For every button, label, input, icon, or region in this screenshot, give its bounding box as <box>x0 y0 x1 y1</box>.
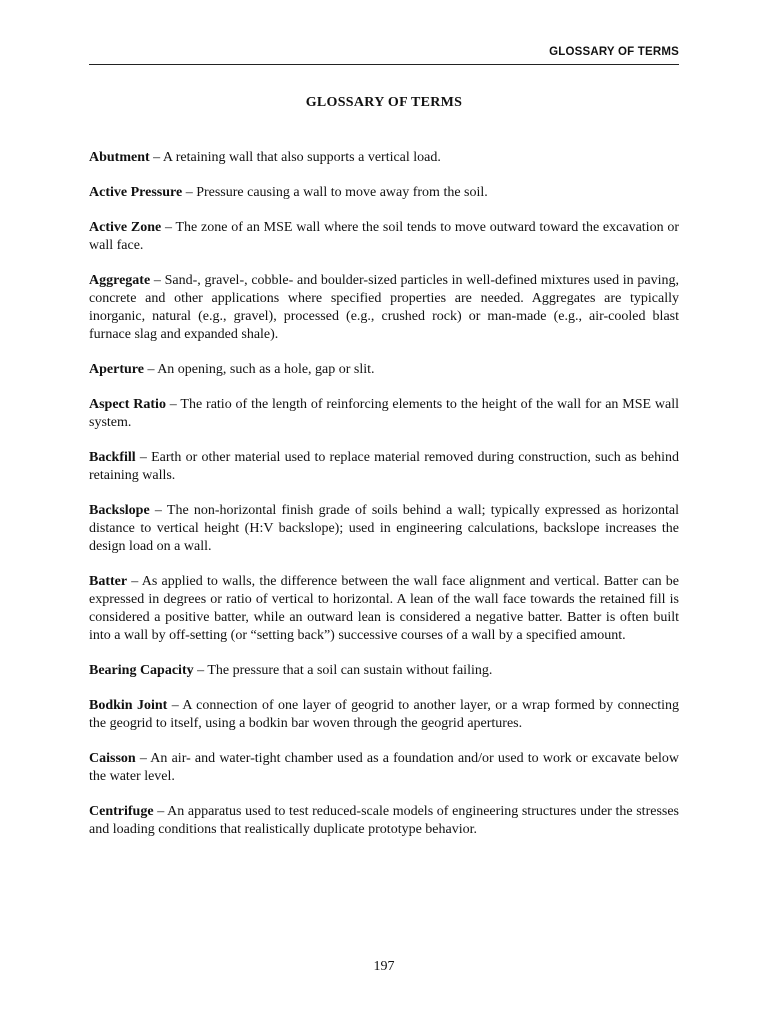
glossary-definition: An opening, such as a hole, gap or slit. <box>157 362 375 377</box>
glossary-term: Aggregate <box>89 273 151 288</box>
glossary-definition: Earth or other material used to replace material removed during construction, such as behind retaining walls. <box>89 450 679 483</box>
term-separator: – <box>143 362 158 377</box>
term-separator: – <box>149 150 163 165</box>
glossary-term: Batter <box>89 574 128 589</box>
glossary-term: Caisson <box>89 751 136 766</box>
glossary-term: Active Pressure <box>89 185 183 200</box>
term-separator: – <box>193 663 208 678</box>
glossary-term: Aspect Ratio <box>89 397 166 412</box>
term-separator: – <box>167 698 183 713</box>
glossary-entry-active-zone <box>89 219 679 255</box>
running-header: GLOSSARY OF TERMS <box>549 46 679 58</box>
glossary-entry-aperture <box>89 361 679 379</box>
page-title: GLOSSARY OF TERMS <box>305 95 463 110</box>
term-separator: – <box>135 450 152 465</box>
glossary-definition: As applied to walls, the difference between the wall face alignment and vertical. Batter can be expressed in degrees or ratio of vertical to horizontal. A lean of the wall face towards the retained fill is considered a positive batter, while an outward lean is considered a negative batter. Batter is often built into a wall by off-setting (or “setting back”) successive courses of a wall by a specified amount. <box>89 574 679 643</box>
glossary-definition: An air- and water-tight chamber used as a foundation and/or used to work or excavate below the water level. <box>89 751 679 784</box>
glossary-entry-aspect-ratio <box>89 396 679 432</box>
term-separator: – <box>153 804 168 819</box>
glossary-term: Bodkin Joint <box>89 698 168 713</box>
glossary-entry-batter <box>89 573 679 645</box>
glossary-entry-aggregate <box>89 272 679 344</box>
glossary-definition: Sand-, gravel-, cobble- and boulder-sized particles in well-defined mixtures used in paving, concrete and other applications where specified properties are needed. Aggregates are typically inorganic, natural (e.g., gravel), processed (e.g., crushed rock) or man-made (e.g., air-cooled blast furnace slag and expanded shale). <box>89 273 679 342</box>
glossary-term: Aperture <box>89 362 144 377</box>
term-separator: – <box>150 273 165 288</box>
glossary-term: Backslope <box>89 503 150 518</box>
glossary-term: Bearing Capacity <box>89 663 194 678</box>
glossary-entry-bodkin-joint <box>89 697 679 733</box>
page-number: 197 <box>373 959 395 974</box>
term-separator: – <box>135 751 151 766</box>
glossary-entry-backslope <box>89 502 679 556</box>
glossary-definition: A connection of one layer of geogrid to another layer, or a wrap formed by connecting the geogrid to itself, using a bodkin bar woven through the geogrid apertures. <box>89 698 679 731</box>
glossary-entry-caisson <box>89 750 679 786</box>
glossary-entry-active-pressure <box>89 184 679 202</box>
glossary-definition: An apparatus used to test reduced-scale models of engineering structures under the stresses and loading conditions that realistically duplicate prototype behavior. <box>89 804 679 837</box>
glossary-entry-bearing-capacity <box>89 662 679 680</box>
glossary-definition: The non-horizontal finish grade of soils behind a wall; typically expressed as horizontal distance to vertical height (H:V backslope); used in engineering calculations, backslope increases the design load on a wall. <box>89 503 680 554</box>
glossary-entry-centrifuge <box>89 803 679 839</box>
glossary-definition: The zone of an MSE wall where the soil tends to move outward toward the excavation or wall face. <box>89 220 680 253</box>
glossary-entry-backfill <box>89 449 679 485</box>
glossary-definition: Pressure causing a wall to move away from the soil. <box>196 185 488 200</box>
term-separator: – <box>127 574 142 589</box>
term-separator: – <box>149 503 167 518</box>
header-rule <box>89 64 679 65</box>
glossary-term: Centrifuge <box>89 804 154 819</box>
glossary-term: Backfill <box>89 450 136 465</box>
glossary-entry-abutment <box>89 149 679 167</box>
term-separator: – <box>182 185 197 200</box>
glossary-term: Abutment <box>89 150 150 165</box>
glossary-entries <box>89 149 679 856</box>
glossary-term: Active Zone <box>89 220 162 235</box>
glossary-definition: The pressure that a soil can sustain without failing. <box>207 663 493 678</box>
glossary-definition: The ratio of the length of reinforcing elements to the height of the wall for an MSE wall system. <box>89 397 680 430</box>
glossary-definition: A retaining wall that also supports a vertical load. <box>162 150 441 165</box>
term-separator: – <box>165 397 181 412</box>
term-separator: – <box>161 220 176 235</box>
